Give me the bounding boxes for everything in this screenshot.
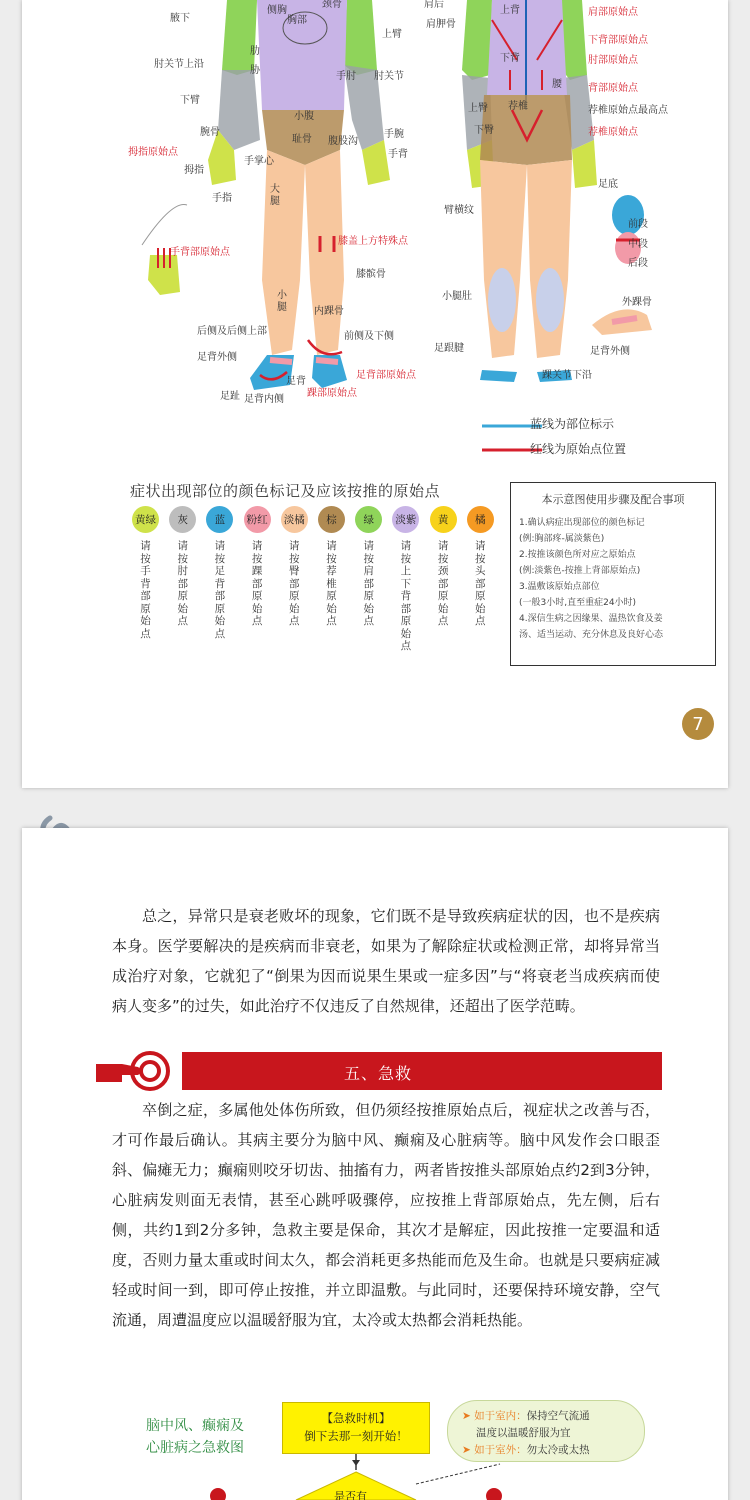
first-aid-timing-box [282, 1402, 430, 1454]
label: 上臂 [382, 29, 402, 40]
label: 足背外侧 [590, 346, 630, 357]
label: 侧胸 [267, 5, 287, 16]
first-aid-chart-title [120, 1415, 270, 1459]
label: 后段 [628, 258, 648, 269]
label: 肩胛骨 [426, 19, 456, 30]
outdoor-label: ➤ 如于室外： [462, 1444, 527, 1456]
timing-text: 倒下去那一刻开始！ [304, 1429, 408, 1443]
color-swatch: 绿 [355, 506, 382, 533]
color-action-text: 请按踝部原始点 [251, 540, 263, 627]
label: 腹股沟 [328, 136, 358, 147]
color-swatch: 淡橘 [281, 506, 308, 533]
instruction-line: 汤、适当运动、充分休息及良好心态 [519, 630, 664, 640]
instruction-line: 1.确认病症出现部位的颜色标记 [519, 518, 645, 528]
origin-label: 肩部原始点 [588, 7, 638, 18]
instruction-line: (例:淡紫色-按推上背部原始点) [519, 566, 641, 576]
label: 下臀 [474, 125, 494, 136]
legend-red: 红线为原始点位置 [530, 442, 627, 456]
label: 肘关节上沿 [154, 59, 204, 70]
color-swatch: 灰 [169, 506, 196, 533]
origin-label: 背部原始点 [588, 83, 638, 94]
label: 胸部 [287, 15, 307, 26]
origin-label: 膝盖上方特殊点 [338, 236, 408, 247]
label: 足背内侧 [244, 394, 284, 405]
label: 上背 [500, 5, 520, 16]
label: 后侧及后侧上部 [197, 326, 267, 337]
origin-label: 肘部原始点 [588, 55, 638, 66]
color-action-text: 请按臀部原始点 [289, 540, 300, 627]
indoor-text-2: 温度以温暖舒服为宜 [476, 1427, 571, 1439]
label: 手腕 [384, 129, 404, 140]
label: 手掌心 [244, 156, 274, 167]
color-action-text: 请按上下背部原始点 [400, 540, 412, 652]
indoor-text: 保持空气流通 [526, 1410, 590, 1422]
instructions-box [510, 482, 716, 666]
label: 前侧及下侧 [344, 331, 394, 342]
section-title: 五、急救 [344, 1064, 413, 1083]
label: 足趾 [220, 391, 240, 402]
color-action-text: 请按肩部原始点 [363, 540, 374, 627]
pointing-hand-icon [92, 1050, 182, 1092]
label: 拇指 [184, 165, 204, 176]
instruction-line: (例:胸部疼-属淡紫色) [519, 534, 605, 544]
page-number: 7 [682, 708, 714, 740]
label: 下臂 [180, 95, 200, 106]
label: 手背 [388, 149, 408, 160]
outdoor-text: 勿太冷或太热 [526, 1444, 590, 1456]
label: 足背外侧 [197, 352, 237, 363]
symptom-title: 症状出现部位的颜色标记及应该按推的原始点 [130, 482, 441, 500]
instructions-title: 本示意图使用步骤及配合事项 [541, 493, 685, 506]
label: 腰 [552, 79, 562, 90]
color-action-text: 请按手背部原始点 [140, 540, 151, 640]
label: 中段 [628, 239, 648, 250]
environment-tips-bubble [447, 1400, 645, 1462]
label: 大腿 [270, 184, 280, 207]
color-swatch: 蓝 [206, 506, 233, 533]
reflex-chart-page [22, 0, 728, 788]
label: 荐椎 [508, 101, 528, 112]
color-swatch: 淡紫 [392, 506, 419, 533]
label: 前段 [628, 219, 648, 230]
label: 肋 [250, 46, 260, 57]
color-swatch: 棕 [318, 506, 345, 533]
color-action-text: 请按头部原始点 [475, 540, 486, 627]
label: 胁 [250, 65, 260, 76]
origin-label: 下背部原始点 [588, 35, 648, 46]
paragraph-first-aid: 卒倒之症，多属他处体伤所致，但仍须经按推原始点后，视症状之改善与否，才可作最后确认。其病主要分为脑中风、癫痫及心脏病等。脑中风发作会口眼歪斜、偏瘫无力；癫痫则咬牙切齿、抽搐有力，两者皆按推头部原始点约2到3分钟，心脏病发则面无表情，甚至心跳呼吸骤停，应按推上背部原始点，先左侧，后右侧，共约1到2分多钟，急救主要是保命，其次才是解症，因此按推一定要温和适度，否则力量太重或时间太久，都会消耗更多热能而危及生命。也就是只要病症减轻或时间一到，即可停止按推，并立即温敷。与此同时，还要保持环境安静，空气流通，周遭温度应以温暖舒服为宜，太冷或太热都会消耗热能。 [112, 1101, 660, 1329]
paragraph-conclusion: 总之，异常只是衰老败坏的现象，它们既不是导致疾病症状的因，也不是疾病本身。医学要解决的是疾病而非衰老，如果为了解除症状或检测正常，却将异常当成治疗对象，它就犯了“倒果为因而说果生果或一症多因”与“将衰老当成疾病而使病人变多”的过失，如此治疗不仅违反了自然规律，还超出了医学范畴。 [112, 907, 660, 1015]
label: 足底 [598, 179, 618, 190]
label: 颈骨 [322, 0, 342, 10]
color-action-text: 请按足背部原始点 [214, 540, 226, 640]
color-swatch: 粉红 [244, 506, 271, 533]
origin-label: 足背部原始点 [356, 370, 416, 381]
label: 小腿肚 [442, 291, 472, 302]
chart-title-line: 心脏病之急救图 [146, 1440, 244, 1456]
label: 踝关节下沿 [542, 370, 592, 381]
color-action-text: 请按荐椎原始点 [326, 540, 337, 627]
label: 肘关节 [374, 71, 404, 82]
chart-title-line: 脑中风、癫痫及 [146, 1418, 244, 1434]
origin-label: 荐椎原始点最高点 [588, 105, 668, 116]
indoor-label: ➤ 如于室内： [462, 1410, 527, 1422]
label: 手肘 [336, 71, 356, 82]
label: 腋下 [170, 13, 190, 24]
instruction-line: 2.按推该颜色所对应之原始点 [519, 550, 636, 560]
origin-label: 手背部原始点 [170, 247, 230, 258]
label: 耻骨 [292, 134, 312, 145]
legend-blue: 蓝线为部位标示 [530, 417, 615, 431]
timing-heading: 【急救时机】 [321, 1411, 391, 1425]
label: 小腿 [277, 290, 287, 313]
origin-label: 拇指原始点 [128, 147, 178, 158]
label: 足背 [286, 376, 306, 387]
label: 足跟腱 [434, 343, 464, 354]
label: 内踝骨 [314, 306, 344, 317]
color-swatch: 黄 [430, 506, 457, 533]
label: 肩后 [424, 0, 444, 10]
color-swatch: 黄绿 [132, 506, 159, 533]
color-action-text: 请按颈部原始点 [437, 540, 449, 627]
label: 腕骨 [200, 127, 220, 138]
color-action-text: 请按肘部原始点 [177, 540, 188, 627]
label: 膝髌骨 [356, 269, 386, 280]
instruction-line: 3.温敷该原始点部位 [519, 582, 600, 592]
origin-label: 荐椎原始点 [588, 127, 638, 138]
instruction-line: (一般3小时,直至重症24小时) [519, 598, 637, 608]
label: 上臀 [468, 103, 488, 114]
instruction-line: 4.深信生病之因缘果、温热饮食及姜 [519, 614, 663, 624]
color-swatch: 橘 [467, 506, 494, 533]
decision-text: 是否有 [334, 1490, 367, 1500]
label: 小腹 [294, 111, 314, 122]
label: 外踝骨 [622, 297, 652, 308]
label: 手指 [212, 193, 232, 204]
label: 下背 [500, 53, 520, 64]
label: 臂横纹 [444, 205, 474, 216]
origin-label: 踝部原始点 [307, 388, 357, 399]
